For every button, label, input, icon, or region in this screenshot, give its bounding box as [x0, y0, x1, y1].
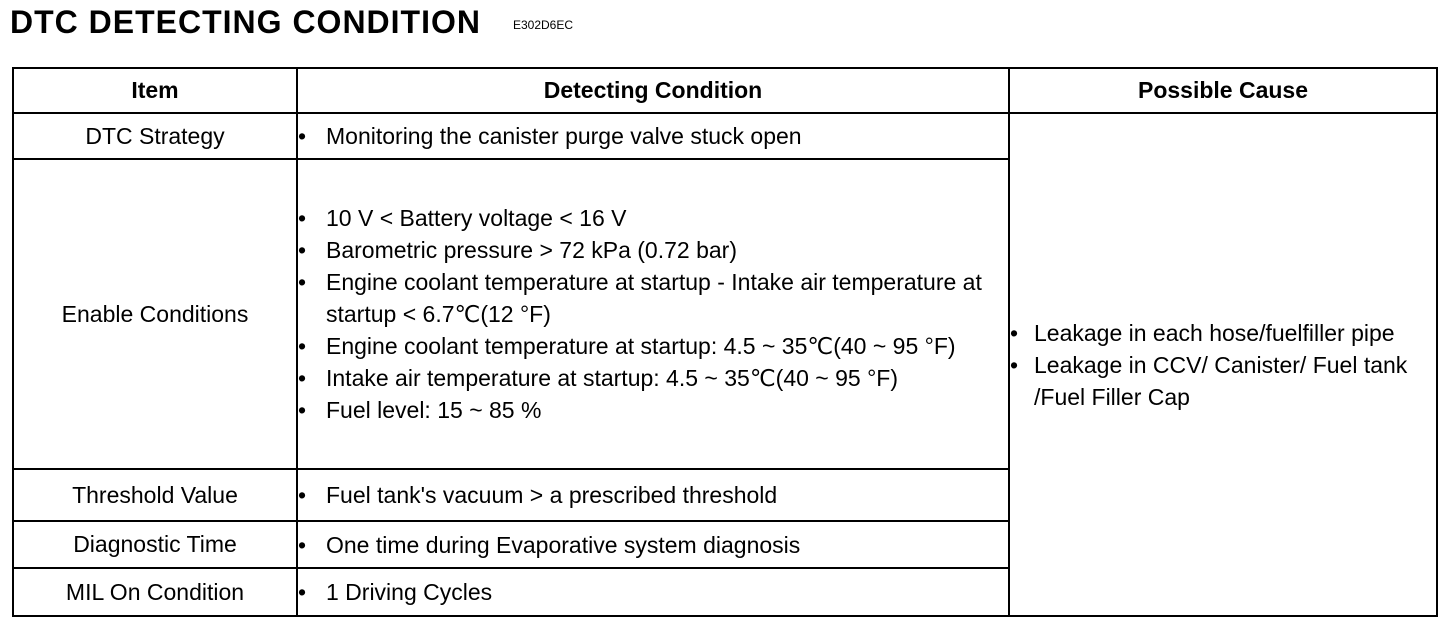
column-header-item: Item	[13, 68, 297, 113]
condition-list	[298, 120, 1008, 152]
list-item: • Engine coolant temperature at startup: 4.5 ~ 35℃(40 ~ 95 °F)	[298, 330, 1008, 362]
table-row	[13, 113, 1437, 159]
condition-list	[298, 479, 1008, 511]
condition-list	[298, 576, 1008, 608]
column-header-possible-cause: Possible Cause	[1009, 68, 1437, 113]
condition-list	[298, 529, 1008, 561]
list-item: • Fuel tank's vacuum > a prescribed threshold	[298, 479, 1008, 511]
list-item: • Monitoring the canister purge valve stuck open	[298, 120, 1008, 152]
item-cell: MIL On Condition	[13, 568, 297, 616]
table-header-row	[13, 68, 1437, 113]
condition-cell	[297, 469, 1009, 521]
header	[10, 4, 573, 41]
item-cell: Enable Conditions	[13, 159, 297, 469]
item-cell: DTC Strategy	[13, 113, 297, 159]
list-item: • Barometric pressure > 72 kPa (0.72 bar)	[298, 234, 1008, 266]
list-item: • Fuel level: 15 ~ 85 %	[298, 394, 1008, 426]
document-code: E302D6EC	[512, 18, 574, 32]
item-cell: Diagnostic Time	[13, 521, 297, 568]
list-item: • Leakage in each hose/fuelfiller pipe	[1010, 317, 1436, 349]
list-item: • Intake air temperature at startup: 4.5 ~ 35℃(40 ~ 95 °F)	[298, 362, 1008, 394]
list-item: • One time during Evaporative system diagnosis	[298, 529, 1008, 561]
list-item: • 10 V < Battery voltage < 16 V	[298, 202, 1008, 234]
column-header-detecting-condition: Detecting Condition	[297, 68, 1009, 113]
page-title: DTC DETECTING CONDITION	[10, 4, 481, 40]
possible-cause-cell	[1009, 113, 1437, 616]
cause-list	[1010, 317, 1436, 413]
list-item: • Engine coolant temperature at startup - Intake air temperature at startup < 6.7℃(12 °F)	[298, 266, 1008, 330]
condition-cell	[297, 113, 1009, 159]
dtc-table	[12, 67, 1438, 617]
condition-cell	[297, 568, 1009, 616]
list-item: • Leakage in CCV/ Canister/ Fuel tank /Fuel Filler Cap	[1010, 349, 1436, 413]
item-cell: Threshold Value	[13, 469, 297, 521]
condition-cell	[297, 521, 1009, 568]
condition-cell	[297, 159, 1009, 469]
list-item: • 1 Driving Cycles	[298, 576, 1008, 608]
condition-list	[298, 202, 1008, 426]
